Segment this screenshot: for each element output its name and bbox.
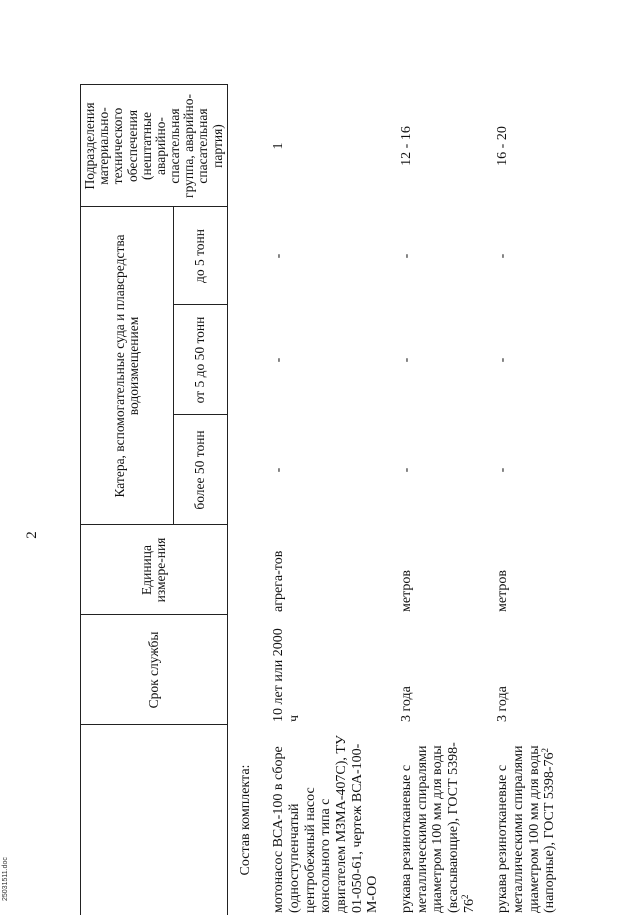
header-service-life: Срок службы: [81, 615, 228, 725]
header-up-to-5: до 5 тонн: [174, 207, 228, 305]
item-logistics: 16 - 20: [491, 85, 562, 207]
section-title: Состав комплекта:: [227, 725, 267, 915]
file-name: 25031511.doc: [2, 857, 9, 901]
page-number: 2: [24, 515, 41, 555]
table-row: [395, 85, 491, 915]
header-over-50: более 50 тонн: [174, 415, 228, 525]
equipment-table: [80, 85, 562, 915]
header-vessels-group: Катера, вспомогательные суда и плавсредства водоизмещением: [81, 207, 174, 525]
item-name: мотонасос ВСА-100 в сборе (одноступенчатый центробежный насос консольного типа с двигателем МЗМА-407С), ТУ 01-050-61, чертеж ВСА-100-М-ОО: [267, 725, 395, 915]
item-logistics: 1: [267, 85, 395, 207]
item-service-life: 3 года: [395, 615, 491, 725]
table-row: [267, 85, 395, 915]
rotated-table-block: [80, 85, 590, 915]
header-unit: Единица измере-ния: [81, 525, 228, 615]
item-unit: метров: [395, 525, 491, 615]
item-service-life: 10 лет или 2000 ч: [267, 615, 395, 725]
item-logistics: 12 - 16: [395, 85, 491, 207]
header-logistics: Подразделения материально-технического обеспечения (нештатные аварийно-спасательная группа, аварийно-спасательная партия): [81, 85, 228, 207]
item-unit: агрега-тов: [267, 525, 395, 615]
item-name: рукава резинотканевые с металлическими спиралями диаметром 100 мм для воды (всасывающие), ГОСТ $5398-76^2$: [395, 725, 491, 915]
header-row-1: [81, 85, 174, 915]
item-over-50: -: [395, 415, 491, 525]
header-5-to-50: от 5 до 50 тонн: [174, 305, 228, 415]
section-row: [227, 85, 267, 915]
item-up-to-5: -: [395, 207, 491, 305]
table-row: [491, 85, 562, 915]
item-5-to-50: -: [395, 305, 491, 415]
item-unit: метров: [491, 525, 562, 615]
item-up-to-5: -: [491, 207, 562, 305]
item-5-to-50: -: [491, 305, 562, 415]
header-name: [81, 725, 228, 915]
item-over-50: -: [491, 415, 562, 525]
file-name-footer: [2, 868, 35, 878]
item-name: рукава резинотканевые с металлическими спиралями диаметром 100 мм для воды (напорные), ГОСТ $5398-76^2$: [491, 725, 562, 915]
item-over-50: -: [267, 415, 395, 525]
item-service-life: 3 года: [491, 615, 562, 725]
item-up-to-5: -: [267, 207, 395, 305]
item-5-to-50: -: [267, 305, 395, 415]
